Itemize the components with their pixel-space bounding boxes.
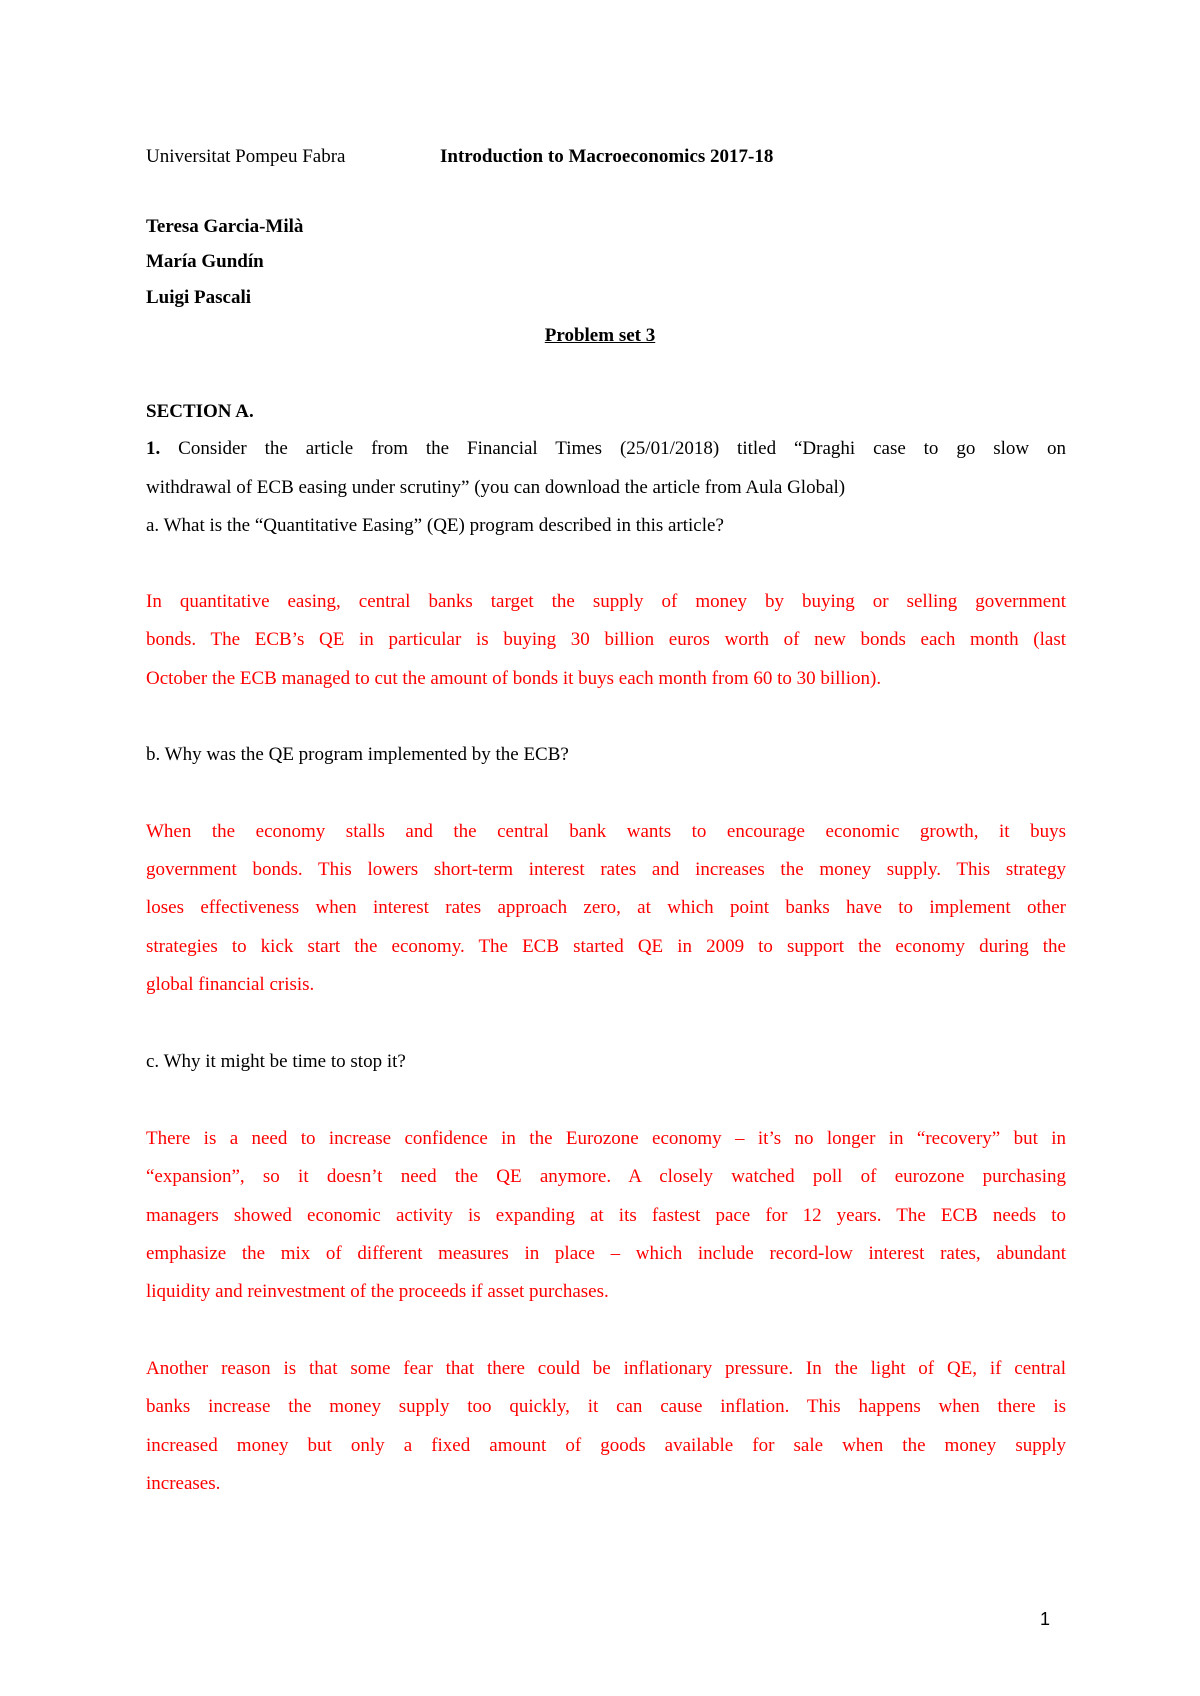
answer-c1-line-3: managers showed economic activity is expanding at its fastest pace for 12 years. The ECB needs to: [146, 1205, 1066, 1226]
answer-b-line-4: strategies to kick start the economy. The ECB started QE in 2009 to support the economy during the: [146, 936, 1066, 957]
answer-c1-line-1: There is a need to increase confidence in the Eurozone economy – it’s no longer in “recovery” but in: [146, 1128, 1066, 1149]
answer-c1-line-2: “expansion”, so it doesn’t need the QE anymore. A closely watched poll of eurozone purchasing: [146, 1166, 1066, 1187]
answer-b-line-2: government bonds. This lowers short-term interest rates and increases the money supply. This strategy: [146, 859, 1066, 880]
question-1-text: Consider the article from the Financial Times (25/01/2018) titled “Draghi case to go slow on: [178, 438, 1066, 459]
answer-a-line-2: bonds. The ECB’s QE in particular is buying 30 billion euros worth of new bonds each month (last: [146, 629, 1066, 650]
answer-c1-line-4: emphasize the mix of different measures in place – which include record-low interest rates, abundant: [146, 1243, 1066, 1264]
answer-b-line-1: When the economy stalls and the central bank wants to encourage economic growth, it buys: [146, 821, 1066, 842]
author-3: Luigi Pascali: [146, 287, 252, 308]
answer-c1-line-5: liquidity and reinvestment of the proceeds if asset purchases.: [146, 1281, 609, 1302]
answer-b-line-3: loses effectiveness when interest rates approach zero, at which point banks have to implement other: [146, 897, 1066, 918]
question-1-line-1: [146, 437, 1066, 461]
question-1-line-2: withdrawal of ECB easing under scrutiny” (you can download the article from Aula Global): [146, 477, 846, 498]
answer-b-line-5: global financial crisis.: [146, 974, 315, 995]
answer-a-line-1: In quantitative easing, central banks target the supply of money by buying or selling government: [146, 591, 1066, 612]
document-title: Problem set 3: [544, 325, 656, 346]
answer-a-line-3: October the ECB managed to cut the amount of bonds it buys each month from 60 to 30 billion).: [146, 668, 882, 689]
answer-c2-line-1: Another reason is that some fear that there could be inflationary pressure. In the light of QE, if central: [146, 1358, 1066, 1379]
question-part-b: b. Why was the QE program implemented by the ECB?: [146, 744, 569, 765]
question-part-a: a. What is the “Quantitative Easing” (QE) program described in this article?: [146, 515, 724, 536]
author-1: Teresa Garcia-Milà: [146, 216, 304, 237]
course-title: Introduction to Macroeconomics 2017-18: [440, 146, 774, 167]
page-number: 1: [1040, 1609, 1051, 1629]
author-2: María Gundín: [146, 251, 264, 272]
question-number: 1.: [146, 438, 161, 459]
section-heading: SECTION A.: [146, 401, 254, 422]
university-name: Universitat Pompeu Fabra: [146, 146, 346, 167]
answer-c2-line-4: increases.: [146, 1473, 221, 1494]
question-part-c: c. Why it might be time to stop it?: [146, 1051, 406, 1072]
answer-c2-line-3: increased money but only a fixed amount of goods available for sale when the money supply: [146, 1435, 1066, 1456]
answer-c2-line-2: banks increase the money supply too quickly, it can cause inflation. This happens when there is: [146, 1396, 1066, 1417]
